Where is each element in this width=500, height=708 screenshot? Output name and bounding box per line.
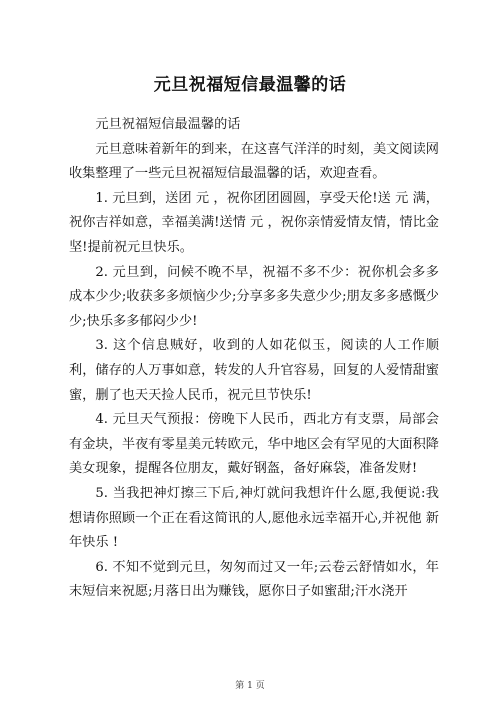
paragraph-item-6: 6. 不知不觉到元旦，匆匆而过又一年;云卷云舒情如水，年末短信来祝愿;月落日出为赚钱，愿你日子如蜜甜;汗水浇开 — [69, 559, 439, 600]
paragraph-item-2: 2. 元旦到，问候不晚不早，祝福不多不少：祝你机会多多成本少少;收获多多烦恼少少;分享多多失意少少;朋友多多感慨少少;快乐多多郁闷少少! — [69, 264, 439, 329]
page-number: 第 1 页 — [235, 681, 265, 691]
document-title: 元旦祝福短信最温馨的话 — [153, 75, 347, 95]
paragraph-item-1: 1. 元旦到，送团 元 ，祝你团团圆圆，享受天伦!送 元 满，祝你吉祥如意，幸福美满!送情 元 ，祝你亲情爱情友情，情比金坚!提前祝元旦快乐。 — [69, 190, 439, 255]
paragraph-intro: 元旦意味着新年的到来，在这喜气洋洋的时刻，美文阅读网收集整理了一些元旦祝福短信最温馨的话，欢迎查看。 — [69, 141, 439, 182]
paragraph-subtitle: 元旦祝福短信最温馨的话 — [95, 117, 241, 132]
paragraph-item-5: 5. 当我把神灯擦三下后,神灯就问我想许什么愿,我便说:我想请你照顾一个正在看这简讯的人,愿他永远幸福开心,并祝他 新年快乐 ! — [69, 485, 439, 551]
paragraph-item-3: 3. 这个信息贼好，收到的人如花似玉，阅读的人工作顺利，储存的人万事如意，转发的人升官容易，回复的人爱情甜蜜蜜，删了也天天捡人民币，祝元旦节快乐! — [69, 338, 439, 403]
paragraph-item-4: 4. 元旦天气预报：傍晚下人民币，西北方有支票，局部会有金块，半夜有零星美元转欧元，华中地区会有罕见的大面积降美女现象，提醒各位朋友，戴好钢盔，备好麻袋，准备发财! — [69, 412, 439, 477]
document-body — [69, 113, 439, 605]
